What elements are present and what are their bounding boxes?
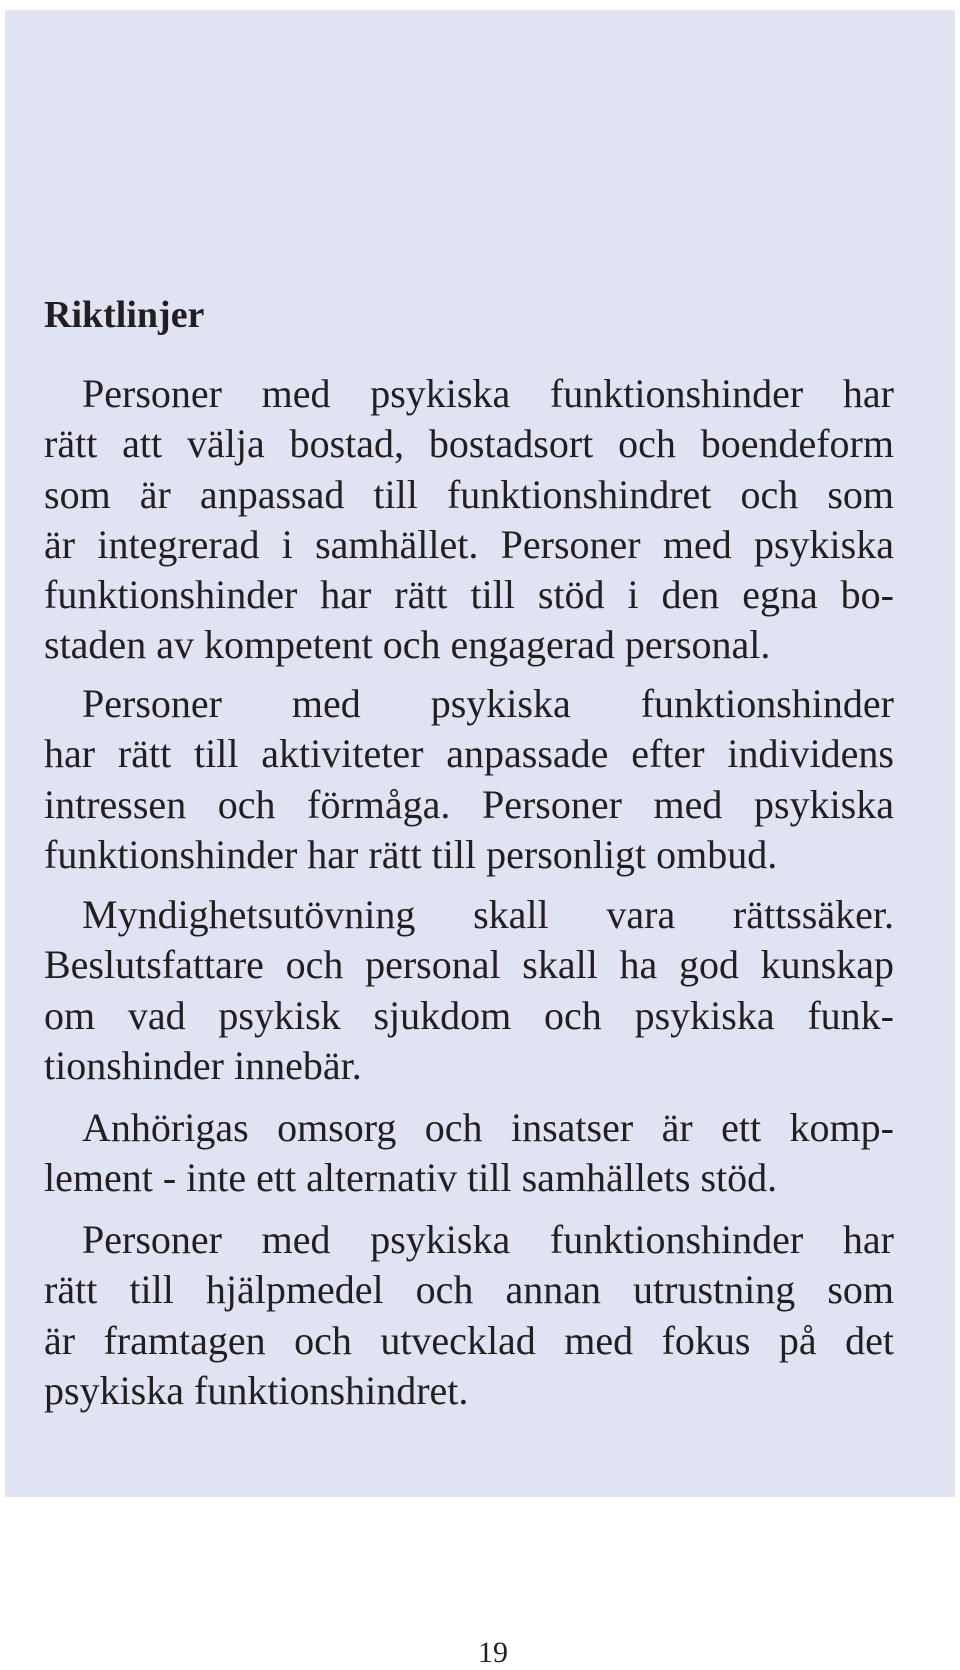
- text-line: tionshinder innebär.: [44, 1042, 362, 1088]
- paragraph-authority: [44, 890, 894, 1091]
- paragraph-housing: [44, 369, 894, 671]
- text-line: Beslutsfattare och personal skall ha god kunskap: [44, 942, 894, 988]
- paragraph-aids: [44, 1215, 894, 1416]
- text-line: om vad psykisk sjukdom och psykiska funk-: [44, 992, 894, 1038]
- text-line: är integrerad i samhället. Personer med psykiska: [44, 521, 894, 567]
- text-line: rätt till hjälpmedel och annan utrustning som: [44, 1267, 894, 1313]
- text-line: är framtagen och utvecklad med fokus på det: [44, 1317, 894, 1363]
- text-line: rätt att välja bostad, bostadsort och boendeform: [44, 421, 894, 467]
- text-line: psykiska funktionshindret.: [44, 1367, 469, 1413]
- text-line: intressen och förmåga. Personer med psykiska: [44, 781, 894, 827]
- text-line: Anhörigas omsorg och insatser är ett komp-: [82, 1105, 894, 1150]
- text-line: som är anpassad till funktionshindret och som: [44, 471, 894, 517]
- text-line: Myndighetsutövning skall vara rättssäker.: [82, 892, 894, 937]
- text-line: funktionshinder har rätt till personligt ombud.: [44, 831, 778, 877]
- text-line: lement - inte ett alternativ till samhällets stöd.: [44, 1155, 778, 1201]
- text-line: Personer med psykiska funktionshinder: [82, 681, 894, 726]
- text-line: staden av kompetent och engagerad personal.: [44, 622, 771, 668]
- page-number: 19: [478, 1636, 508, 1669]
- section-heading: Riktlinjer: [44, 294, 205, 336]
- text-line: funktionshinder har rätt till stöd i den egna bo-: [44, 572, 894, 618]
- paragraph-relatives: [44, 1103, 894, 1204]
- text-line: har rätt till aktiviteter anpassade efter individens: [44, 731, 894, 777]
- text-line: Personer med psykiska funktionshinder har: [82, 371, 894, 416]
- text-line: Personer med psykiska funktionshinder har: [82, 1217, 894, 1262]
- paragraph-activities: [44, 679, 894, 880]
